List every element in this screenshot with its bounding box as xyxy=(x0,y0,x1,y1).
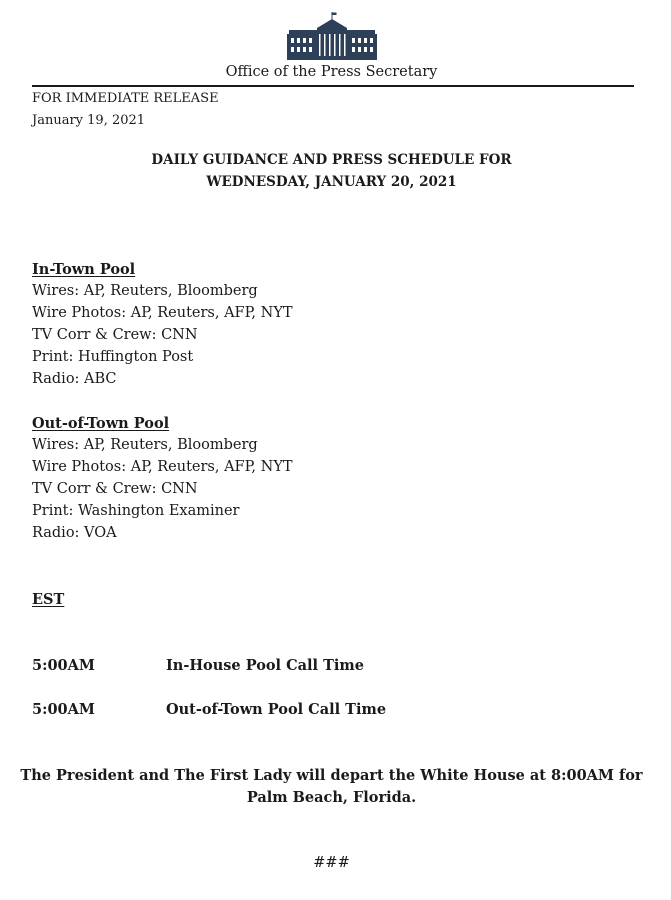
schedule-event: In-House Pool Call Time xyxy=(166,657,364,674)
out-of-town-pool-line: Radio: VOA xyxy=(32,525,117,541)
end-mark: ### xyxy=(313,855,350,871)
schedule-title-line2: WEDNESDAY, JANUARY 20, 2021 xyxy=(206,174,457,190)
announcement-line1: The President and The First Lady will depart the White House at 8:00AM for xyxy=(20,767,643,784)
schedule-time: 5:00AM xyxy=(32,657,95,674)
out-of-town-pool-line: Print: Washington Examiner xyxy=(32,503,240,519)
announcement-line2: Palm Beach, Florida. xyxy=(246,789,417,806)
schedule-time: 5:00AM xyxy=(32,701,95,718)
schedule-event: Out-of-Town Pool Call Time xyxy=(166,701,387,718)
in-town-pool-line: Radio: ABC xyxy=(32,371,117,387)
in-town-pool-line: Wire Photos: AP, Reuters, AFP, NYT xyxy=(32,305,293,321)
out-of-town-pool-line: TV Corr & Crew: CNN xyxy=(32,481,198,497)
out-of-town-pool-heading: Out-of-Town Pool xyxy=(32,415,170,432)
out-of-town-pool-line: Wires: AP, Reuters, Bloomberg xyxy=(32,437,258,453)
in-town-pool-line: TV Corr & Crew: CNN xyxy=(32,327,198,343)
office-title: Office of the Press Secretary xyxy=(225,64,438,80)
timezone-label: EST xyxy=(32,591,65,608)
release-date: January 19, 2021 xyxy=(32,113,146,128)
header-divider xyxy=(32,85,634,87)
in-town-pool-line: Wires: AP, Reuters, Bloomberg xyxy=(32,283,258,299)
in-town-pool-line: Print: Huffington Post xyxy=(32,349,194,365)
in-town-pool-heading: In-Town Pool xyxy=(32,261,136,278)
white-house-logo xyxy=(287,12,377,60)
release-label: FOR IMMEDIATE RELEASE xyxy=(32,91,219,106)
out-of-town-pool-line: Wire Photos: AP, Reuters, AFP, NYT xyxy=(32,459,293,475)
schedule-title-line1: DAILY GUIDANCE AND PRESS SCHEDULE FOR xyxy=(151,152,512,168)
